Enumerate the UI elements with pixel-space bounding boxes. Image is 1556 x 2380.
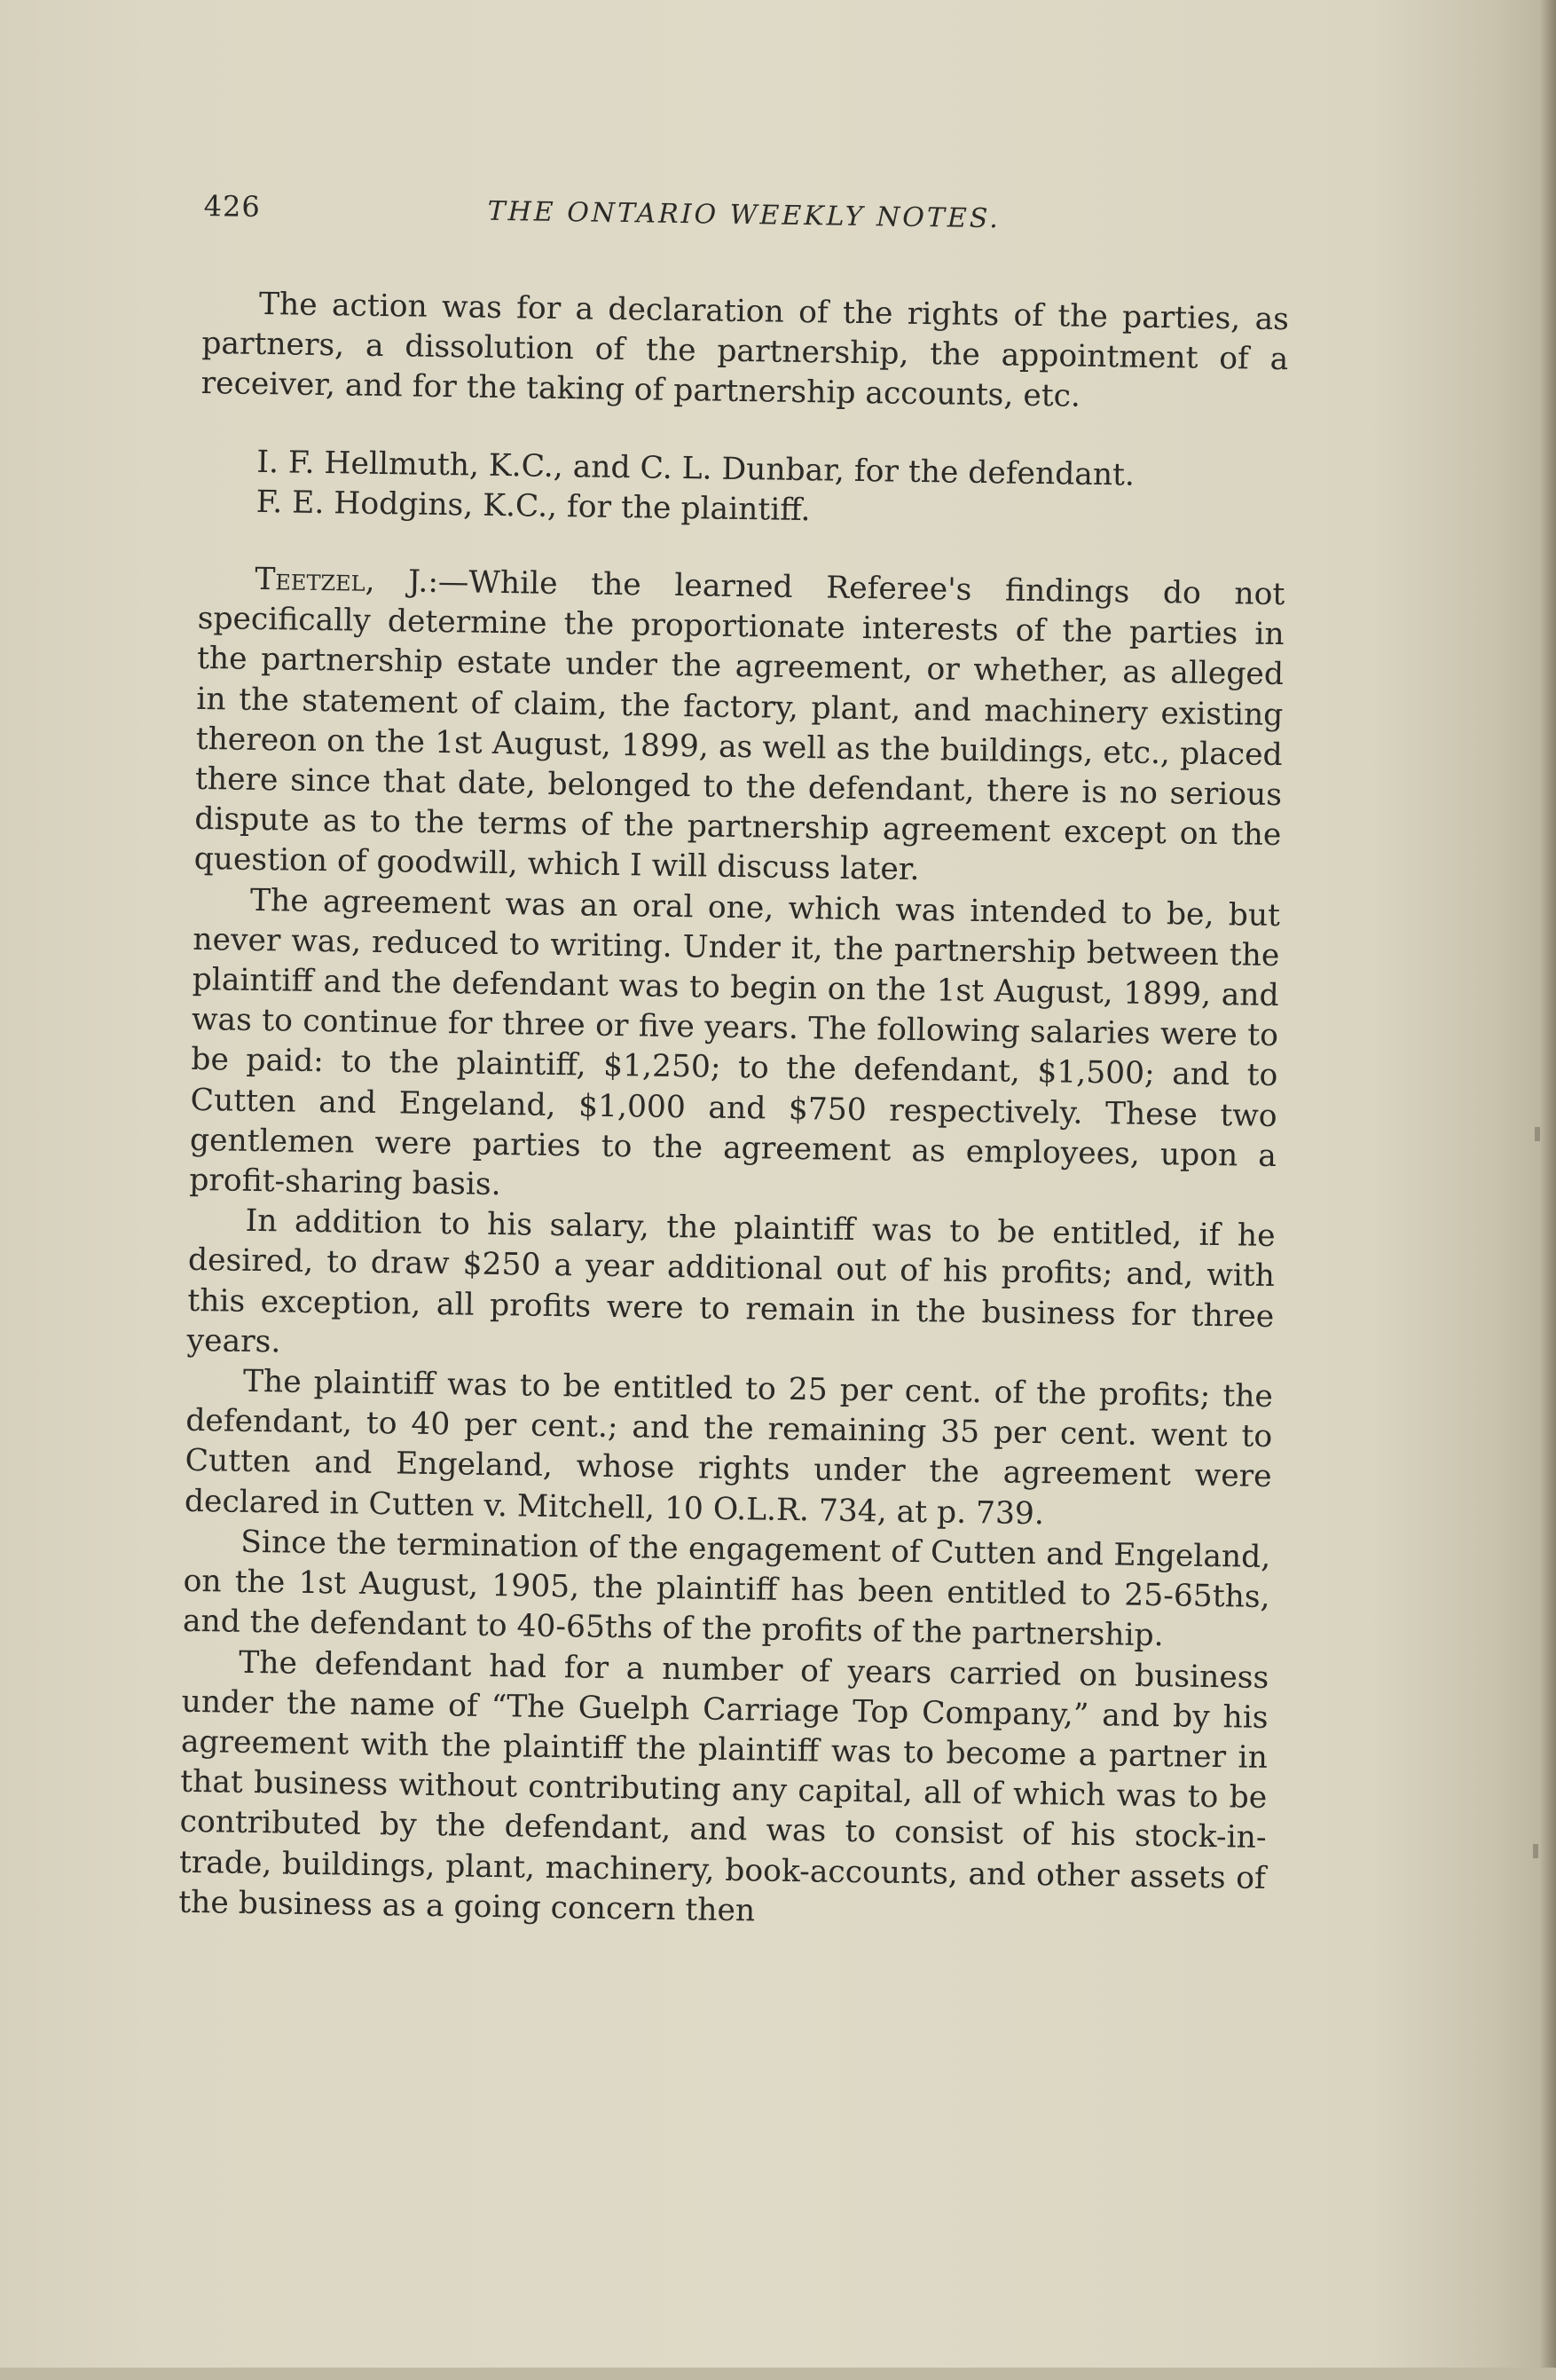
intro-paragraph: The action was for a declaration of the rights of the parties, as partners, a dissolution of the partnership, the appointment of a receiver, and for the taking of partnership accounts, etc. (200, 286, 1290, 415)
page-number: 426 (203, 188, 262, 224)
counsel-plaintiff: F. E. Hodgins, K.C., for the plaintiff. (255, 484, 811, 528)
judgment-opening-paragraph (193, 559, 1285, 896)
counsel-defendant: I. F. Hellmuth, K.C., and C. L. Dunbar, for the defendant. (256, 444, 1136, 493)
business-paragraph: The defendant had for a number of years carried on business under the name of “The Guelph Carriage Top Company,” and by his agreement with the plaintiff the plaintiff was to become a partner in that business without contributing any capital, all of which was to be contributed by the defendant, and was to consist of his stock-in-trade, buildings, plant, machinery, book-accounts, and other assets of the business as a going concern then (178, 1644, 1269, 1929)
judgment-opening-text: :—While the learned Referee's findings do not specifically determine the proportionate interests of the parties in the partnership estate under the agreement, or whether, as alleged in the statement of claim, the factory, plant, and machinery existing thereon on the 1st August, 1899, as well as the buildings, etc., placed there since that date, belonged to the defendant, there is no serious dispute as to the terms of the partnership agreement except on the question of goodwill, which I will discuss later. (193, 563, 1285, 888)
agreement-paragraph: The agreement was an oral one, which was intended to be, but never was, reduced to writing. Under it, the partnership between the plaintiff and the defendant was to begin on the 1st August, 1899, and was to continue for three or five years. The following salaries were to be paid: to the plaintiff, $1,250; to the defendant, $1,500; and to Cutten and Engeland, $1,000 and $750 respectively. These two gentlemen were parties to the agreement as employees, upon a profit-sharing basis. (189, 882, 1281, 1203)
termination-paragraph: Since the termination of the engagement of Cutten and Engeland, on the 1st August, 1905, the plaintiff has been entitled to 25-65ths, and the defendant to 40-65ths of the profits of the partnership. (182, 1524, 1271, 1654)
page-bottom-edge (0, 2368, 1556, 2380)
page-edge-shadow (1540, 0, 1556, 2380)
judge-name: Teetzel, J. (255, 561, 428, 600)
edge-mark (1533, 1844, 1538, 1858)
page-content (178, 186, 1291, 1939)
profits-paragraph: The plaintiff was to be entitled to 25 per cent. of the profits; the defendant, to 40 per cent.; and the remaining 35 per cent. went to Cutten and Engeland, whose rights under the agreement were declared in Cutten v. Mitchell, 10 O.L.R. 734, at p. 739. (184, 1363, 1274, 1532)
page-header (203, 186, 1291, 259)
salary-paragraph: In addition to his salary, the plaintiff was to be entitled, if he desired, to draw $250 a year additional out of his profits; and, with this exception, all profits were to remain in the business for three years. (186, 1203, 1276, 1360)
running-head: THE ONTARIO WEEKLY NOTES. (487, 195, 1002, 235)
